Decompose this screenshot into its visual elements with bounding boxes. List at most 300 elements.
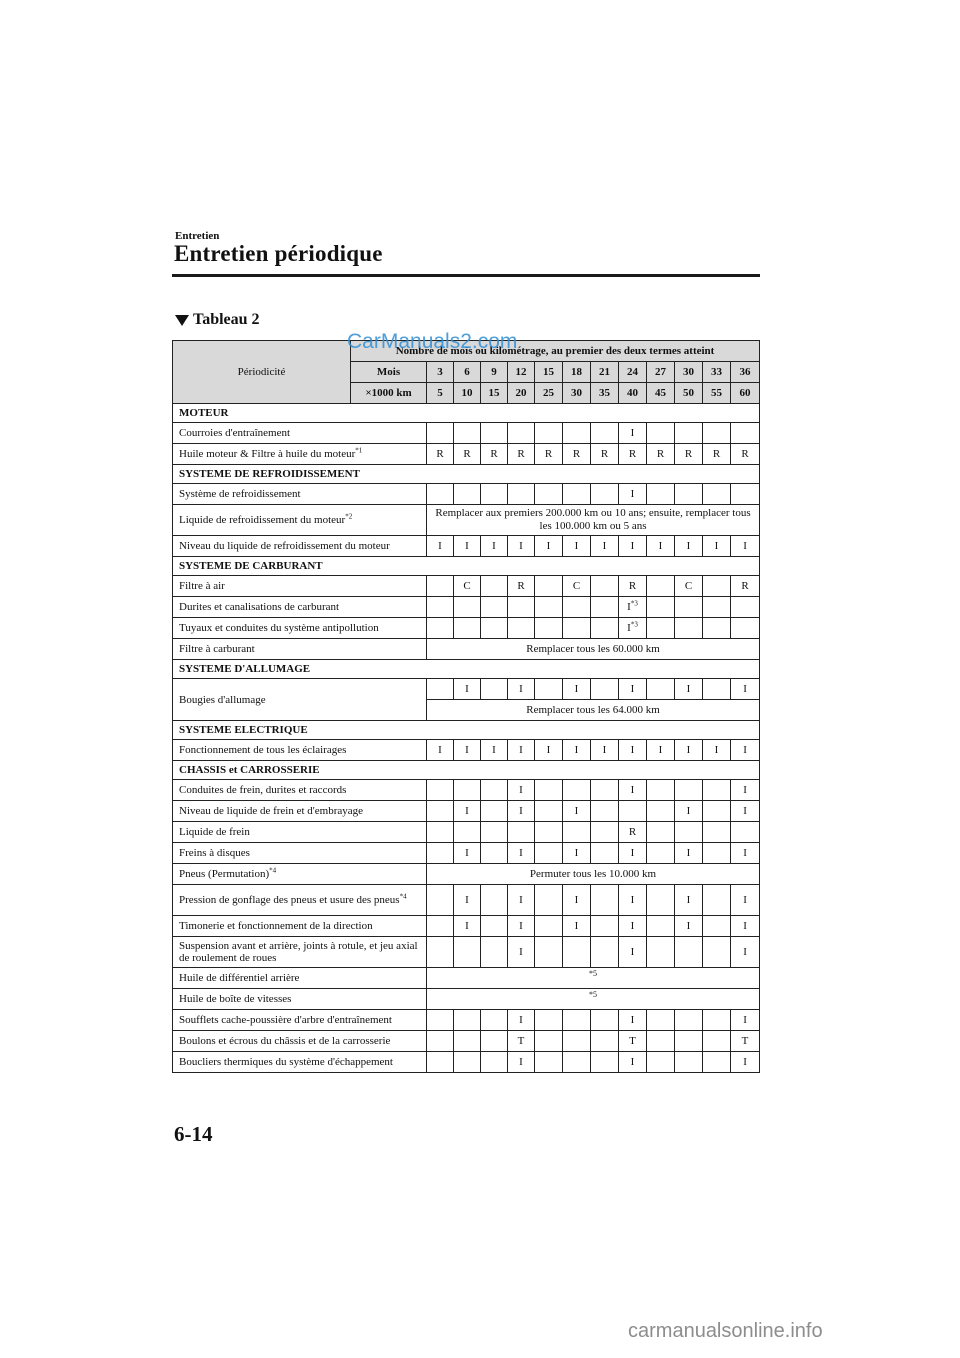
schedule-cell: [675, 822, 703, 843]
item-label: [173, 989, 427, 1010]
schedule-value: I: [492, 540, 496, 552]
schedule-cell: [675, 679, 703, 700]
footnote-ref: *1: [355, 446, 363, 455]
schedule-value: I: [519, 946, 523, 958]
watermark-footer: carmanualsonline.info: [628, 1320, 823, 1342]
month-value: 6: [454, 362, 481, 383]
schedule-cell: [508, 1052, 535, 1073]
page-number: 6-14: [174, 1122, 213, 1146]
schedule-cell: [427, 679, 454, 700]
km-value: 20: [508, 383, 535, 404]
schedule-cell: [427, 885, 454, 916]
schedule-cell: [454, 536, 481, 557]
schedule-note: Remplacer tous les 60.000 km: [427, 639, 760, 660]
schedule-cell: [563, 801, 591, 822]
schedule-cell: [591, 484, 619, 505]
schedule-value: R: [517, 448, 525, 460]
section-row: [173, 404, 760, 423]
schedule-cell: [563, 740, 591, 761]
schedule-value: I: [743, 744, 747, 756]
schedule-cell: [508, 1010, 535, 1031]
schedule-value: I: [438, 744, 442, 756]
schedule-cell: [508, 1031, 535, 1052]
schedule-cell: [508, 801, 535, 822]
item-label: [173, 484, 427, 505]
page-title: Entretien périodique: [174, 241, 383, 266]
schedule-cell: [454, 484, 481, 505]
schedule-cell: [591, 885, 619, 916]
item-label: [173, 423, 427, 444]
table-row: [173, 864, 760, 885]
schedule-value: I: [743, 847, 747, 859]
schedule-value: I: [743, 540, 747, 552]
schedule-cell: [563, 597, 591, 618]
schedule-value: R: [741, 448, 749, 460]
schedule-cell: [591, 916, 619, 937]
schedule-cell: [703, 597, 731, 618]
schedule-value: I: [686, 894, 691, 906]
schedule-cell: [535, 618, 563, 639]
item-label: [173, 1010, 427, 1031]
schedule-cell: [619, 536, 647, 557]
item-label: [173, 843, 427, 864]
schedule-cell: [454, 618, 481, 639]
schedule-cell: [535, 444, 563, 465]
schedule-cell: [731, 885, 760, 916]
schedule-cell: [454, 679, 481, 700]
month-value: 15: [535, 362, 563, 383]
km-value: 15: [481, 383, 508, 404]
table-row: [173, 505, 760, 536]
item-label: [173, 864, 427, 885]
schedule-value: R: [628, 580, 637, 592]
table-row: [173, 937, 760, 968]
schedule-cell: [647, 1010, 675, 1031]
section-title: SYSTEME ELECTRIQUE: [173, 721, 760, 740]
periodicite-header: Périodicité: [173, 341, 351, 404]
item-label: [173, 505, 427, 536]
schedule-cell: [508, 444, 535, 465]
schedule-cell: [481, 536, 508, 557]
schedule-cell: [647, 1052, 675, 1073]
schedule-cell: [427, 843, 454, 864]
table-row: [173, 885, 760, 916]
item-label-text: Conduites de frein, durites et raccords: [179, 784, 347, 796]
table-heading-text: Tableau 2: [193, 311, 260, 328]
schedule-value: I: [627, 601, 631, 613]
month-value: 3: [427, 362, 454, 383]
item-label: [173, 885, 427, 916]
item-label: [173, 536, 427, 557]
schedule-cell: [535, 536, 563, 557]
schedule-cell: [703, 1010, 731, 1031]
schedule-value: I: [686, 847, 691, 859]
item-label-text: Durites et canalisations de carburant: [179, 601, 340, 613]
km-value: 5: [427, 383, 454, 404]
triangle-down-icon: [175, 315, 189, 326]
schedule-cell: [481, 916, 508, 937]
section-title: CHASSIS et CARROSSERIE: [173, 761, 760, 780]
schedule-cell: [619, 1031, 647, 1052]
table-row: [173, 618, 760, 639]
schedule-value: I: [602, 744, 607, 756]
item-label-text: Liquide de refroidissement du moteur: [179, 514, 346, 526]
schedule-cell: [647, 1031, 675, 1052]
schedule-cell: [508, 916, 535, 937]
schedule-value: I: [519, 1014, 523, 1026]
schedule-value: R: [600, 448, 609, 460]
schedule-value: I: [630, 1014, 635, 1026]
table-heading: [175, 311, 260, 329]
table-row: [173, 1010, 760, 1031]
schedule-value: I: [546, 540, 551, 552]
schedule-value: I: [743, 805, 747, 817]
schedule-value: I: [465, 683, 469, 695]
schedule-cell: [454, 801, 481, 822]
schedule-value: I: [574, 744, 579, 756]
schedule-value: I: [686, 540, 691, 552]
schedule-note: *5: [427, 968, 760, 989]
schedule-cell: [535, 679, 563, 700]
schedule-cell: [427, 423, 454, 444]
schedule-cell: [427, 937, 454, 968]
schedule-cell: [508, 484, 535, 505]
item-label-text: Bougies d'allumage: [179, 693, 266, 706]
schedule-cell: [563, 1031, 591, 1052]
schedule-cell: [675, 444, 703, 465]
schedule-value: R: [517, 580, 525, 592]
schedule-cell: [481, 822, 508, 843]
schedule-cell: [481, 423, 508, 444]
schedule-cell: [591, 444, 619, 465]
schedule-cell: [591, 843, 619, 864]
schedule-value: I: [686, 805, 691, 817]
schedule-value: I: [658, 744, 663, 756]
schedule-cell: [619, 1010, 647, 1031]
schedule-cell: [591, 576, 619, 597]
schedule-cell: [619, 740, 647, 761]
schedule-cell: [591, 423, 619, 444]
schedule-cell: [731, 1031, 760, 1052]
schedule-value: I: [743, 784, 747, 796]
section-label: Entretien: [175, 230, 220, 242]
km-value: 30: [563, 383, 591, 404]
schedule-cell: [427, 1031, 454, 1052]
schedule-value: I: [743, 894, 747, 906]
schedule-value: I: [438, 540, 442, 552]
item-label: [173, 1031, 427, 1052]
schedule-cell: [703, 801, 731, 822]
schedule-cell: [675, 843, 703, 864]
schedule-value: I: [465, 805, 469, 817]
schedule-cell: [675, 937, 703, 968]
schedule-value: I: [465, 744, 469, 756]
schedule-cell: [508, 780, 535, 801]
schedule-cell: [563, 1010, 591, 1031]
schedule-cell: [535, 801, 563, 822]
schedule-cell: [481, 801, 508, 822]
month-value: 30: [675, 362, 703, 383]
schedule-cell: [731, 423, 760, 444]
schedule-cell: [591, 618, 619, 639]
schedule-cell: [675, 423, 703, 444]
schedule-cell: [508, 536, 535, 557]
schedule-cell: [508, 576, 535, 597]
schedule-cell: [647, 679, 675, 700]
schedule-cell: [454, 423, 481, 444]
schedule-cell: [731, 444, 760, 465]
schedule-value: I: [519, 894, 523, 906]
schedule-cell: [427, 536, 454, 557]
schedule-cell: [731, 597, 760, 618]
month-value: 33: [703, 362, 731, 383]
schedule-cell: [454, 916, 481, 937]
schedule-cell: [481, 780, 508, 801]
month-value: 36: [731, 362, 760, 383]
item-label: [173, 618, 427, 639]
schedule-value: I: [630, 847, 635, 859]
item-label-text: Filtre à air: [179, 580, 225, 592]
schedule-value: I: [630, 427, 635, 439]
schedule-cell: [427, 597, 454, 618]
item-label: [173, 801, 427, 822]
section-title: SYSTEME DE CARBURANT: [173, 557, 760, 576]
schedule-cell: [427, 618, 454, 639]
schedule-value: R: [490, 448, 498, 460]
schedule-cell: [427, 916, 454, 937]
schedule-cell: [647, 780, 675, 801]
table-row: [173, 843, 760, 864]
schedule-cell: [619, 843, 647, 864]
km-label: ×1000 km: [351, 383, 427, 404]
table-row: [173, 968, 760, 989]
schedule-value: I: [519, 847, 523, 859]
section-row: [173, 465, 760, 484]
schedule-note: Remplacer aux premiers 200.000 km ou 10 ans; ensuite, remplacer tous les 100.000 km ou 5 ans: [427, 505, 760, 536]
schedule-cell: [703, 1052, 731, 1073]
schedule-value: I: [465, 847, 469, 859]
schedule-cell: [454, 740, 481, 761]
schedule-cell: [703, 822, 731, 843]
schedule-cell: [427, 484, 454, 505]
schedule-cell: [619, 801, 647, 822]
title-divider: [172, 274, 760, 277]
schedule-cell: [454, 843, 481, 864]
schedule-value: I: [574, 540, 579, 552]
schedule-cell: [703, 484, 731, 505]
item-label-text: Huile de boîte de vitesses: [179, 993, 292, 1005]
item-label-text: Boulons et écrous du châssis et de la carrosserie: [179, 1035, 391, 1047]
item-label-text: Fonctionnement de tous les éclairages: [179, 744, 347, 756]
schedule-value: I: [686, 683, 691, 695]
schedule-cell: [703, 937, 731, 968]
schedule-value: R: [656, 448, 665, 460]
schedule-cell: [731, 536, 760, 557]
schedule-value: I: [492, 744, 496, 756]
schedule-cell: [427, 801, 454, 822]
schedule-value: I: [714, 744, 719, 756]
schedule-value: C: [572, 580, 581, 592]
schedule-cell: [563, 843, 591, 864]
schedule-cell: [675, 740, 703, 761]
schedule-cell: [731, 801, 760, 822]
item-label-text: Niveau de liquide de frein et d'embrayage: [179, 805, 364, 817]
table-row: [173, 597, 760, 618]
table-row: [173, 679, 760, 700]
schedule-cell: [731, 679, 760, 700]
schedule-cell: [508, 822, 535, 843]
schedule-value: I: [519, 683, 523, 695]
schedule-cell: [535, 484, 563, 505]
schedule-cell: [481, 937, 508, 968]
schedule-cell: [535, 885, 563, 916]
schedule-cell: [427, 822, 454, 843]
schedule-cell: [731, 1052, 760, 1073]
schedule-value: I: [686, 920, 691, 932]
schedule-cell: [591, 536, 619, 557]
schedule-cell: [563, 444, 591, 465]
schedule-cell: [454, 780, 481, 801]
schedule-cell: [619, 937, 647, 968]
section-row: [173, 660, 760, 679]
table-row: [173, 1031, 760, 1052]
schedule-cell: [508, 937, 535, 968]
schedule-cell: [563, 423, 591, 444]
schedule-cell: [703, 679, 731, 700]
schedule-value: R: [741, 580, 749, 592]
item-label-text: Pneus (Permutation): [179, 868, 270, 880]
schedule-cell: [647, 444, 675, 465]
schedule-cell: [427, 740, 454, 761]
schedule-cell: [563, 822, 591, 843]
item-label: [173, 597, 427, 618]
schedule-value: R: [628, 448, 637, 460]
schedule-cell: [647, 576, 675, 597]
schedule-cell: [675, 576, 703, 597]
schedule-cell: [591, 801, 619, 822]
schedule-cell: [563, 1052, 591, 1073]
schedule-cell: [454, 1052, 481, 1073]
schedule-cell: [675, 1052, 703, 1073]
item-label-text: Freins à disques: [179, 847, 250, 859]
schedule-cell: [675, 780, 703, 801]
footnote-ref: *3: [630, 620, 638, 629]
item-label-text: Huile de différentiel arrière: [179, 972, 300, 984]
schedule-cell: [563, 916, 591, 937]
item-label: [173, 968, 427, 989]
schedule-cell: [675, 916, 703, 937]
schedule-cell: [591, 937, 619, 968]
schedule-cell: [647, 843, 675, 864]
schedule-cell: [703, 916, 731, 937]
table-row: [173, 576, 760, 597]
month-value: 27: [647, 362, 675, 383]
schedule-cell: [675, 618, 703, 639]
schedule-cell: [619, 444, 647, 465]
item-label-text: Niveau du liquide de refroidissement du moteur: [179, 540, 390, 552]
table-row: [173, 822, 760, 843]
schedule-value: T: [741, 1035, 749, 1047]
schedule-value: I: [630, 683, 635, 695]
schedule-value: I: [658, 540, 663, 552]
schedule-cell: [454, 597, 481, 618]
schedule-cell: [647, 423, 675, 444]
schedule-value: I: [519, 805, 523, 817]
table-row: [173, 639, 760, 660]
schedule-cell: [427, 1052, 454, 1073]
schedule-value: I: [465, 894, 469, 906]
table-row: [173, 1052, 760, 1073]
schedule-cell: [535, 843, 563, 864]
table-row: [173, 423, 760, 444]
schedule-value: I: [630, 540, 635, 552]
schedule-value: I: [574, 683, 579, 695]
schedule-value: I: [743, 683, 747, 695]
section-row: [173, 721, 760, 740]
schedule-cell: [675, 536, 703, 557]
schedule-cell: [619, 885, 647, 916]
schedule-cell: [508, 423, 535, 444]
schedule-value: I: [519, 784, 523, 796]
schedule-value: I: [602, 540, 607, 552]
item-label-text: Système de refroidissement: [179, 488, 301, 500]
item-label: [173, 679, 427, 721]
schedule-value: I: [630, 920, 635, 932]
schedule-value: R: [544, 448, 553, 460]
schedule-cell: [619, 618, 647, 639]
schedule-value: I: [519, 744, 523, 756]
schedule-cell: [647, 885, 675, 916]
schedule-value: I: [630, 488, 635, 500]
schedule-cell: [619, 679, 647, 700]
schedule-cell: [619, 576, 647, 597]
schedule-cell: [703, 885, 731, 916]
schedule-value: I: [743, 920, 747, 932]
schedule-cell: [703, 423, 731, 444]
schedule-cell: [731, 822, 760, 843]
table-row: [173, 740, 760, 761]
month-value: 12: [508, 362, 535, 383]
schedule-cell: [454, 576, 481, 597]
item-label-text: Liquide de frein: [179, 826, 250, 838]
schedule-cell: [591, 1031, 619, 1052]
item-label: [173, 780, 427, 801]
footnote-ref: *4: [269, 866, 277, 875]
km-value: 50: [675, 383, 703, 404]
schedule-cell: [535, 822, 563, 843]
schedule-cell: [731, 916, 760, 937]
item-label: [173, 937, 427, 968]
schedule-cell: [563, 937, 591, 968]
schedule-value: R: [628, 826, 637, 838]
schedule-value: I: [743, 1056, 747, 1068]
schedule-value: I: [519, 540, 523, 552]
schedule-cell: [647, 937, 675, 968]
schedule-cell: [591, 679, 619, 700]
schedule-value: I: [627, 622, 631, 634]
schedule-value: I: [574, 920, 579, 932]
schedule-cell: [508, 843, 535, 864]
table-row: [173, 484, 760, 505]
schedule-value: I: [743, 1014, 747, 1026]
schedule-cell: [647, 740, 675, 761]
km-value: 60: [731, 383, 760, 404]
schedule-value: T: [629, 1035, 636, 1047]
item-label: [173, 576, 427, 597]
schedule-cell: [731, 618, 760, 639]
footnote-ref: *3: [630, 599, 638, 608]
schedule-value: I: [465, 540, 469, 552]
